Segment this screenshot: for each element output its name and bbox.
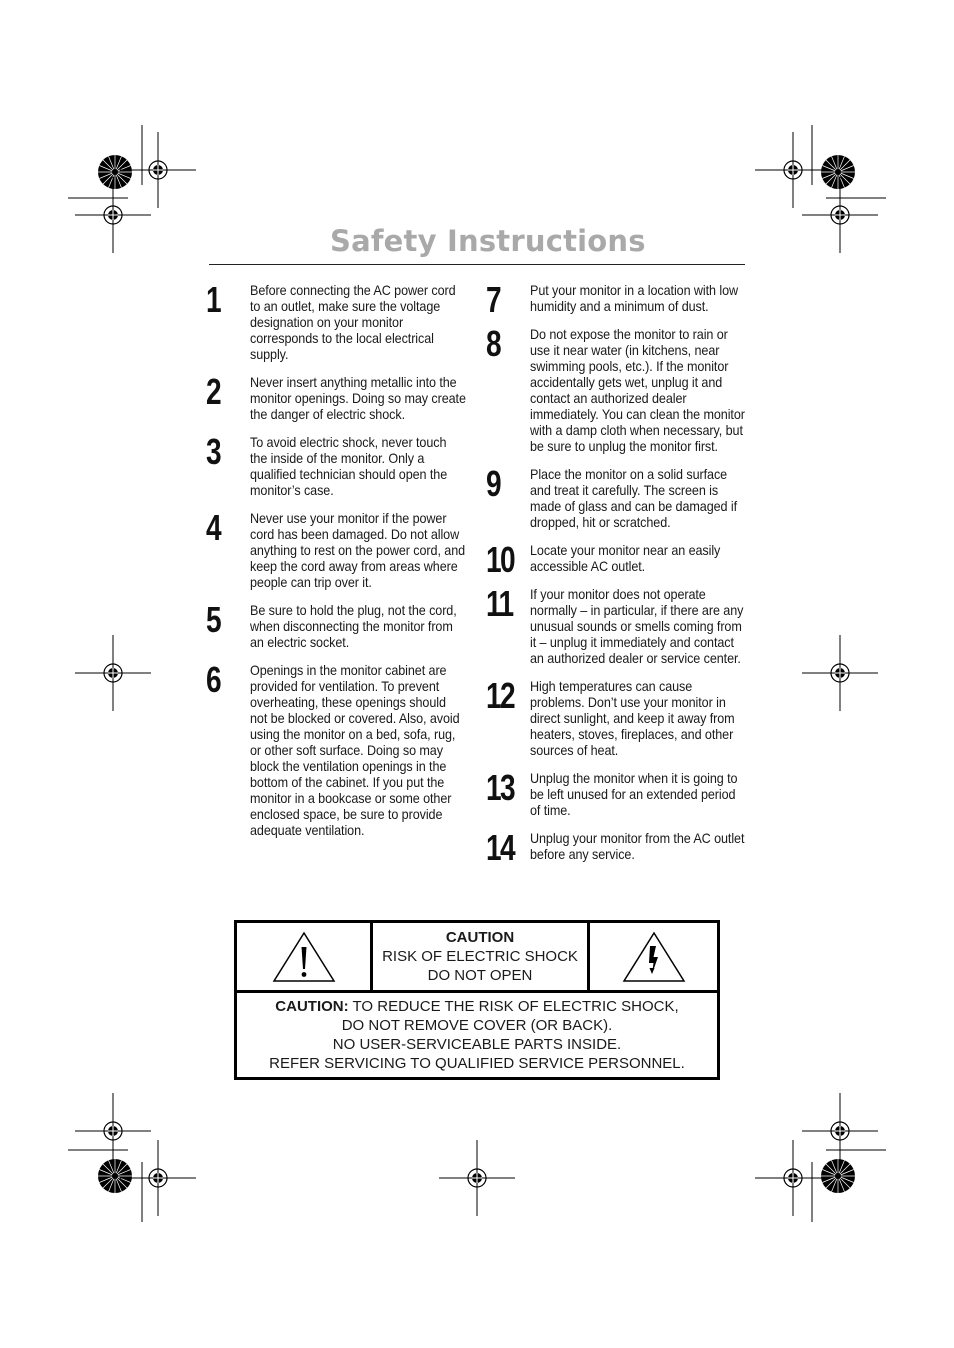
item-text: Be sure to hold the plug, not the cord, when disconnecting the monitor from an electric socket. [250,602,457,650]
item-text: Openings in the monitor cabinet are provided for ventilation. To prevent overheating, these openings should not be blocked or covered. Also, avoid using the monitor on a bed, sofa, rug, or other soft surface. Doing so may block the ventilation openings in the bottom of the cabinet. If you put the monitor in a bookcase or some other enclosed space, be sure to provide adequate ventilation. [250,662,460,838]
item-number: 3 [206,431,221,472]
item-text: Place the monitor on a solid surface and treat it carefully. The screen is made of glass and can be damaged if dropped, hit or scratched. [530,466,737,530]
caution-heading: CAUTION [445,929,515,946]
item-number: 7 [486,279,501,320]
instruction-item [486,827,748,868]
instruction-item [486,583,748,666]
instruction-item [206,279,468,362]
caution-notice-line-4: REFER SERVICING TO QUALIFIED SERVICE PERSONNEL. [269,1055,685,1072]
instructions-right-column [486,279,748,874]
item-number: 8 [486,323,501,364]
instruction-item [486,323,748,454]
item-number: 14 [486,827,515,868]
item-text: Never insert anything metallic into the monitor openings. Doing so may create the danger of electric shock. [250,374,466,422]
item-number: 2 [206,371,221,412]
instruction-item [206,431,468,498]
caution-notice [237,993,717,1077]
page-title: Safety Instructions [330,224,646,258]
item-text: Never use your monitor if the power cord has been damaged. Do not allow anything to rest on the power cord, and keep the cord away from areas where people can trip over it. [250,510,466,590]
caution-line-2: DO NOT OPEN [427,967,533,984]
instruction-item [486,539,748,580]
item-text: Put your monitor in a location with low humidity and a minimum of dust. [530,282,738,314]
instruction-item [206,659,468,838]
item-number: 10 [486,539,515,580]
caution-line-1: RISK OF ELECTRIC SHOCK [382,948,578,965]
item-number: 1 [206,279,221,320]
item-text: Before connecting the AC power cord to an outlet, make sure the voltage designation on your monitor corresponds to the local electrical supply. [250,282,456,362]
exclamation-cell [237,923,373,990]
instruction-item [206,599,468,650]
caution-prefix: CAUTION: [275,998,349,1015]
item-number: 6 [206,659,221,700]
caution-notice-line-3: NO USER-SERVICEABLE PARTS INSIDE. [332,1036,622,1053]
item-number: 9 [486,463,501,504]
lightning-triangle-icon [621,930,687,984]
item-number: 13 [486,767,515,808]
item-text: Locate your monitor near an easily accessible AC outlet. [530,542,721,574]
item-number: 11 [486,583,513,624]
instruction-item [486,279,748,320]
caution-notice-line-1 [275,997,678,1016]
item-text: To avoid electric shock, never touch the inside of the monitor. Only a qualified technician should open the monitor’s case. [250,434,448,498]
item-number: 5 [206,599,221,640]
caution-notice-line-2: DO NOT REMOVE COVER (OR BACK). [341,1017,613,1034]
exclamation-triangle-icon [271,930,337,984]
caution-label-text [373,923,587,990]
item-number: 12 [486,675,515,716]
instruction-item [206,507,468,590]
item-text: High temperatures can cause problems. Don’t use your monitor in direct sunlight, and keep it away from heaters, stoves, fireplaces, and other sources of heat. [530,678,735,758]
item-text: Unplug the monitor when it is going to be left unused for an extended period of time. [530,770,738,818]
item-text: Do not expose the monitor to rain or use it near water (in kitchens, near swimming pools, etc.). If the monitor accidentally gets wet, unplug it and contact an authorized dealer immediately. You can clean the monitor with a damp cloth when necessary, but be sure to unplug the monitor first. [530,326,745,454]
instruction-item [486,767,748,818]
instructions-left-column [206,279,468,850]
item-text: Unplug your monitor from the AC outlet before any service. [530,830,745,862]
instruction-item [206,371,468,422]
caution-label-box [234,920,720,1080]
caution-notice-text-1: TO REDUCE THE RISK OF ELECTRIC SHOCK, [348,998,679,1015]
caution-label-top-row [237,923,717,993]
item-text: If your monitor does not operate normally – in particular, if there are any unusual sounds or smells coming from it – unplug it immediately and contact an authorized dealer or service center. [530,586,744,666]
instruction-item [486,675,748,758]
item-number: 4 [206,507,221,548]
title-divider [209,264,745,265]
lightning-cell [587,923,717,990]
instruction-item [486,463,748,530]
